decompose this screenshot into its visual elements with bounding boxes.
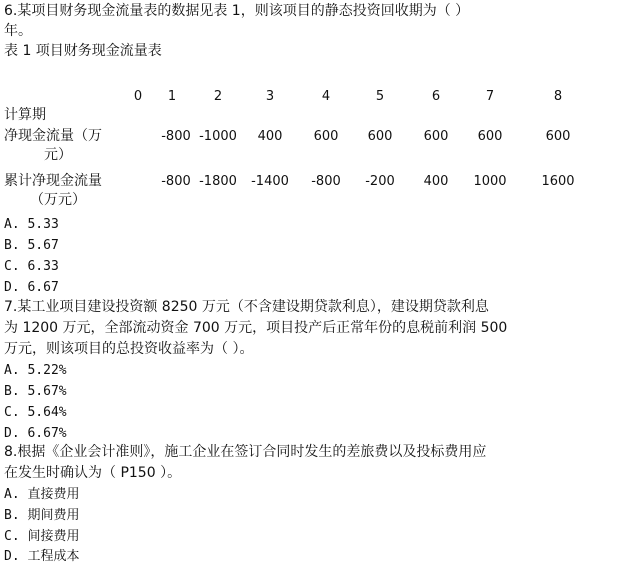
q6-stem-line-2: 年。	[4, 23, 32, 39]
q6-option-c: C. 6.33	[4, 259, 59, 274]
period-cell: 6	[431, 89, 441, 104]
q8-stem-line-1: 8.根据《企业会计准则》，施工企业在签订合同时发生的差旅费以及投标费用应	[4, 444, 487, 460]
q6-stem-line-1: 6.某项目财务现金流量表的数据见表 1，则该项目的静态投资回收期为（ ）	[4, 3, 470, 19]
cum-cash-cell: 1000	[473, 174, 507, 189]
cum-cash-cell: 400	[423, 174, 449, 189]
period-cell: 2	[213, 89, 223, 104]
q8-option-c: C. 间接费用	[4, 529, 80, 544]
q7-option-d: D. 6.67%	[4, 426, 67, 441]
net-cash-cell: 600	[477, 129, 503, 144]
net-cash-cell: 600	[545, 129, 571, 144]
cum-cash-cell: -800	[311, 174, 341, 189]
q7-stem-line-1: 7.某工业项目建设投资额 8250 万元（不含建设期贷款利息），建设期贷款利息	[4, 299, 489, 315]
q7-stem-line-3: 万元，则该项目的总投资收益率为（ ）。	[4, 341, 254, 357]
cum-cash-cell: -1400	[251, 174, 289, 189]
period-cell: 1	[167, 89, 177, 104]
q7-option-a: A. 5.22%	[4, 363, 67, 378]
q6-option-b: B. 5.67	[4, 238, 59, 253]
row-label-period: 计算期	[4, 107, 46, 123]
period-cell: 5	[375, 89, 385, 104]
period-cell: 8	[553, 89, 563, 104]
row-label-cum-1: 累计净现金流量	[4, 173, 102, 189]
net-cash-cell: 600	[313, 129, 339, 144]
cum-cash-cell: -800	[161, 174, 191, 189]
q8-option-b: B. 期间费用	[4, 508, 80, 523]
q7-option-c: C. 5.64%	[4, 405, 67, 420]
cum-cash-cell: -1800	[199, 174, 237, 189]
period-cell: 0	[133, 89, 143, 104]
q6-option-a: A. 5.33	[4, 217, 59, 232]
cum-cash-cell: -200	[365, 174, 395, 189]
q6-table-caption: 表 1 项目财务现金流量表	[4, 43, 162, 59]
net-cash-cell: 600	[423, 129, 449, 144]
net-cash-cell: -1000	[199, 129, 237, 144]
q7-stem-line-2: 为 1200 万元，全部流动资金 700 万元，项目投产后正常年份的息税前利润 500	[4, 320, 508, 336]
q7-option-b: B. 5.67%	[4, 384, 67, 399]
q8-option-a: A. 直接费用	[4, 487, 80, 502]
period-cell: 3	[265, 89, 275, 104]
period-cell: 4	[321, 89, 331, 104]
net-cash-cell: 600	[367, 129, 393, 144]
net-cash-cell: -800	[161, 129, 191, 144]
q8-option-d: D. 工程成本	[4, 549, 80, 564]
cum-cash-cell: 1600	[541, 174, 575, 189]
row-label-net-1: 净现金流量（万	[4, 128, 102, 144]
q8-stem-line-2: 在发生时确认为（ P150 ）。	[4, 465, 182, 481]
row-label-cum-2: （万元）	[30, 192, 86, 208]
net-cash-cell: 400	[257, 129, 283, 144]
row-label-net-2: 元）	[44, 147, 72, 163]
q6-option-d: D. 6.67	[4, 280, 59, 295]
period-cell: 7	[485, 89, 495, 104]
